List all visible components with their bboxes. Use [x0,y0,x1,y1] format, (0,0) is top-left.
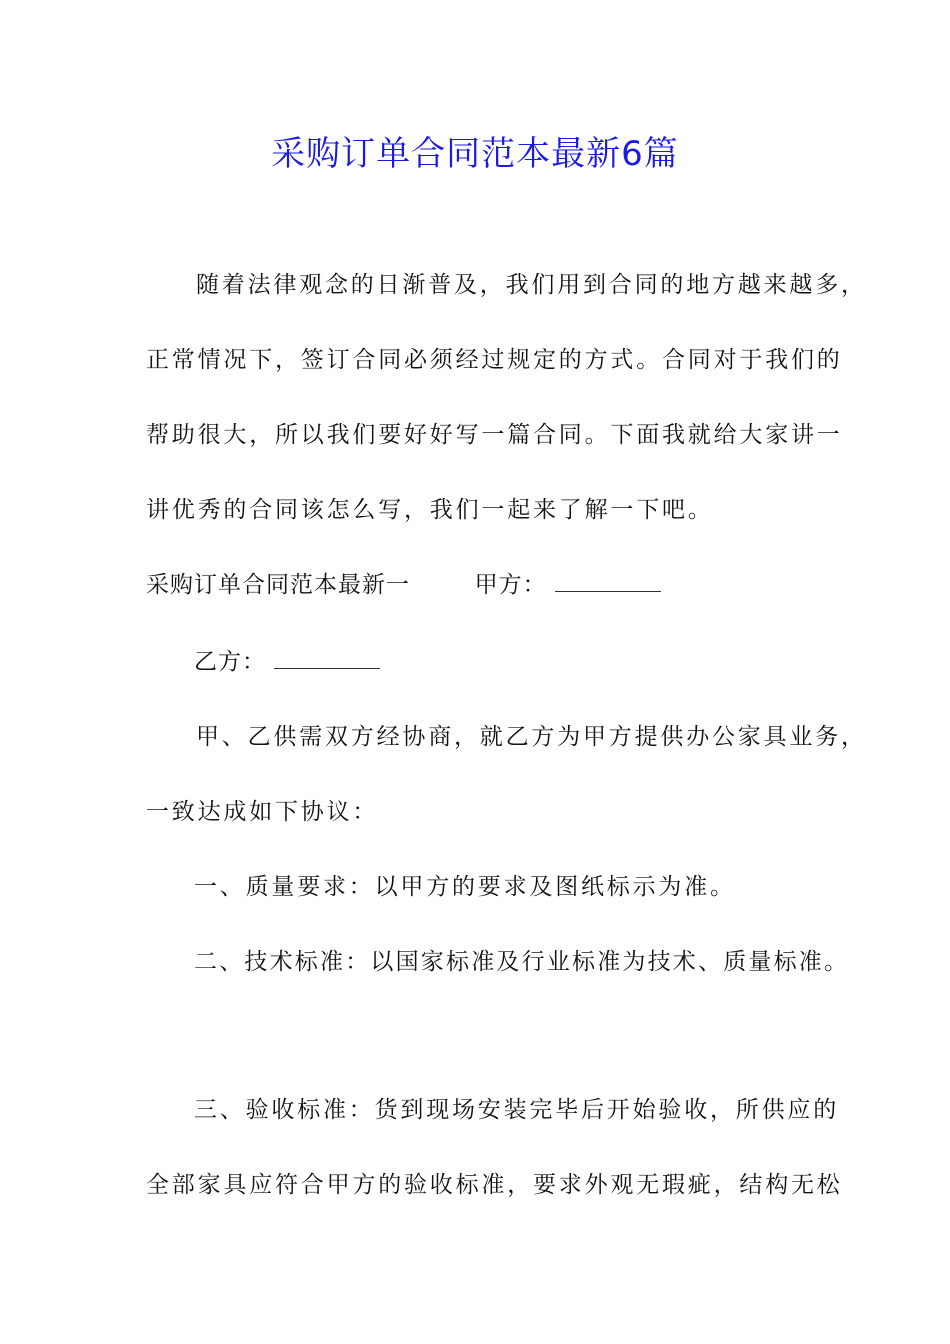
clause-technical: 二、技术标准：以国家标准及行业标准为技术、质量标准。 [194,949,850,975]
intro-line-2: 正常情况下，签订合同必须经过规定的方式。合同对于我们的 [146,347,843,373]
section-heading: 采购订单合同范本最新一 [146,572,410,598]
section-heading-row [146,568,661,602]
party-a-blank [555,571,661,592]
intro-line-4: 讲优秀的合同该怎么写，我们一起来了解一下吧。 [146,497,714,523]
party-b-blank [274,648,380,669]
agreement-line-1: 甲、乙供需双方经协商，就乙方为甲方提供办公家具业务， [196,724,867,750]
clause-acceptance-line-1: 三、验收标准：货到现场安装完毕后开始验收，所供应的 [194,1097,839,1123]
agreement-line-2: 一致达成如下协议： [146,799,379,825]
party-b-row [194,645,380,679]
party-b-label: 乙方： [194,649,266,675]
intro-line-3: 帮助很大，所以我们要好好写一篇合同。下面我就给大家讲一 [146,422,843,448]
party-a-label: 甲方： [474,572,547,598]
intro-line-1: 随着法律观念的日渐普及，我们用到合同的地方越来越多， [196,272,867,298]
page-title: 采购订单合同范本最新6篇 [271,134,679,174]
clause-quality: 一、质量要求：以甲方的要求及图纸标示为准。 [194,874,736,900]
clause-acceptance-line-2: 全部家具应符合甲方的验收标准，要求外观无瑕疵，结构无松 [146,1172,843,1198]
